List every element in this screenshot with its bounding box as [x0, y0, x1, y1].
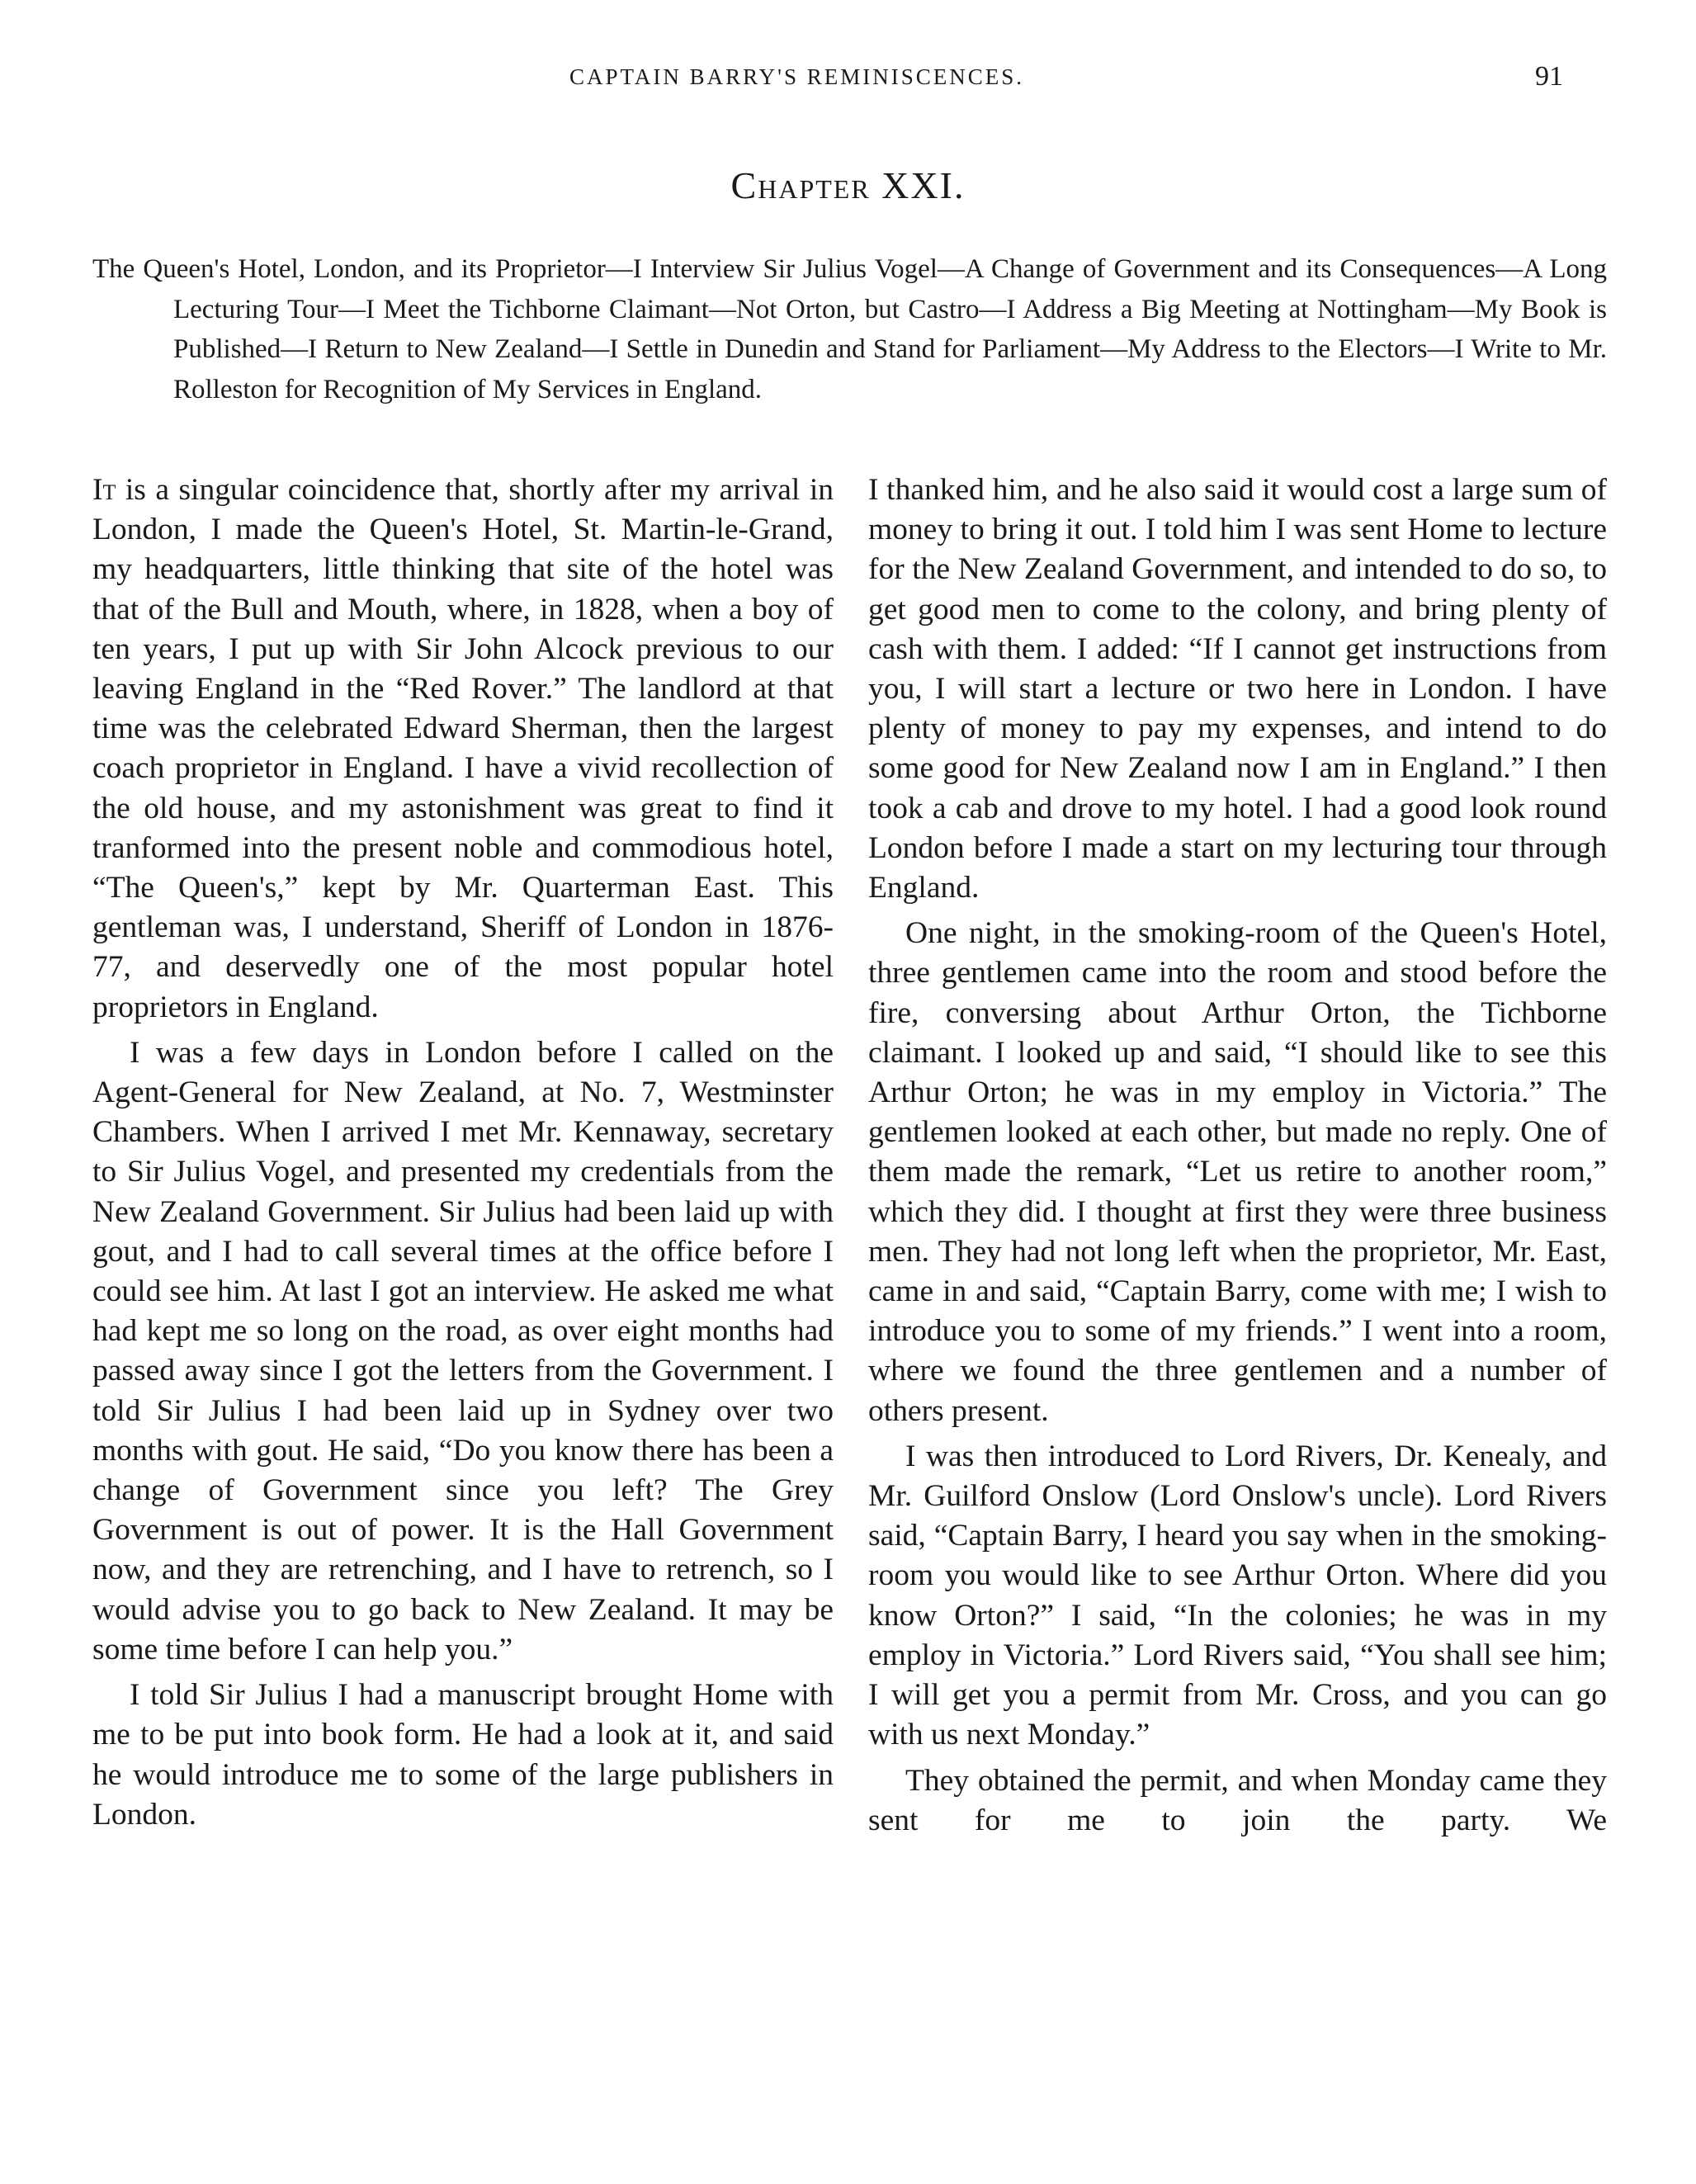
paragraph: One night, in the smoking-room of the Queen's Hotel, three gentlemen came into the room and stood before the fire, conversing about Arthur Orton, the Tichborne claimant. I looked up and said, “I should like to see this Arthur Orton; he was in my employ in Victoria.” The gentlemen looked at each other, but made no reply. One of them made the remark, “Let us retire to another room,” which they did. I thought at first they were three business men. They had not long left when the proprietor, Mr. East, came in and said, “Captain Barry, come with me; I wish to introduce you to some of my friends.” I went into a room, where we found the three gentlemen and a number of others present. — [868, 916, 1607, 1428]
paragraph — [92, 470, 834, 1028]
running-title: CAPTAIN BARRY'S REMINISCENCES. — [569, 64, 1025, 89]
paragraph-continuation: I thanked him, and he also said it would cost a large sum of money to bring it out. I told him I was sent Home to lecture for the New Zealand Government, and intended to do so, to get good men to come to the colony, and bring plenty of cash with them. I added: “If I cannot get instructions from you, I will start a lecture or two here in London. I have plenty of money to pay my expenses, and intend to do some good for New Zealand now I am in England.” I then took a cab and drove to my hotel. I had a good look round London before I made a start on my lecturing tour through England. — [868, 473, 1607, 905]
running-head — [0, 61, 1696, 106]
paragraph: I was then introduced to Lord Rivers, Dr. Kenealy, and Mr. Guilford Onslow (Lord Onslow's uncle). Lord Rivers said, “Captain Barry, I heard you say when in the smoking-room you would like to see Arthur Orton. Where did you know Orton?” I said, “In the colonies; he was in my employ in Victoria.” Lord Rivers said, “You shall see him; I will get you a permit from Mr. Cross, and you can go with us next Monday.” — [868, 1439, 1607, 1752]
right-column — [868, 470, 1607, 1846]
chapter-summary-text: The Queen's Hotel, London, and its Proprietor—I Interview Sir Julius Vogel—A Change of Government and its Consequences—A Long Lecturing Tour—I Meet the Tichborne Claimant—Not Orton, but Castro—I Address a Big Meeting at Nottingham—My Book is Published—I Return to New Zealand—I Settle in Dunedin and Stand for Parliament—My Address to the Electors—I Write to Mr. Rolleston for Recognition of My Services in England. — [92, 254, 1607, 404]
chapter-title: Chapter XXI. — [730, 164, 966, 206]
paragraph: They obtained the permit, and when Monday came they sent for me to join the party. We — [868, 1763, 1607, 1837]
paragraph: I was a few days in London before I called on the Agent-General for New Zealand, at No. 7, Westminster Chambers. When I arrived I met Mr. Kennaway, secretary to Sir Julius Vogel, and presented my credentials from the New Zealand Government. Sir Julius had been laid up with gout, and I had to call several times at the office before I could see him. At last I got an interview. He asked me what had kept me so long on the road, as over eight months had passed away since I got the letters from the Government. I told Sir Julius I had been laid up in Sydney over two months with gout. He said, “Do you know there has been a change of Government since you left? The Grey Government is out of power. It is the Hall Government now, and they are retrenching, and I have to retrench, so I would advise you to go back to New Zealand. It may be some time before I can help you.” — [92, 1035, 834, 1666]
left-column — [92, 470, 834, 1841]
paragraph-lead-word: It — [92, 473, 116, 507]
paragraph-text: is a singular coincidence that, shortly after my arrival in London, I made the Queen's Hotel, St. Martin-le-Grand, my headquarters, little thinking that site of the hotel was that of the Bull and Mouth, where, in 1828, when a boy of ten years, I put up with Sir John Alcock previous to our leaving England in the “Red Rover.” The landlord at that time was the celebrated Edward Sherman, then the largest coach proprietor in England. I have a vivid recollection of the old house, and my astonishment was great to find it tranformed into the present noble and commodious hotel, “The Queen's,” kept by Mr. Quarterman East. This gentleman was, I understand, Sheriff of London in 1876-77, and deservedly one of the most popular hotel proprietors in England. — [92, 473, 834, 1024]
page-number: 91 — [1535, 61, 1563, 92]
chapter-summary — [92, 249, 1607, 409]
paragraph: I told Sir Julius I had a manuscript brought Home with me to be put into book form. He had a look at it, and said he would introduce me to some of the large publishers in London. — [92, 1678, 834, 1832]
